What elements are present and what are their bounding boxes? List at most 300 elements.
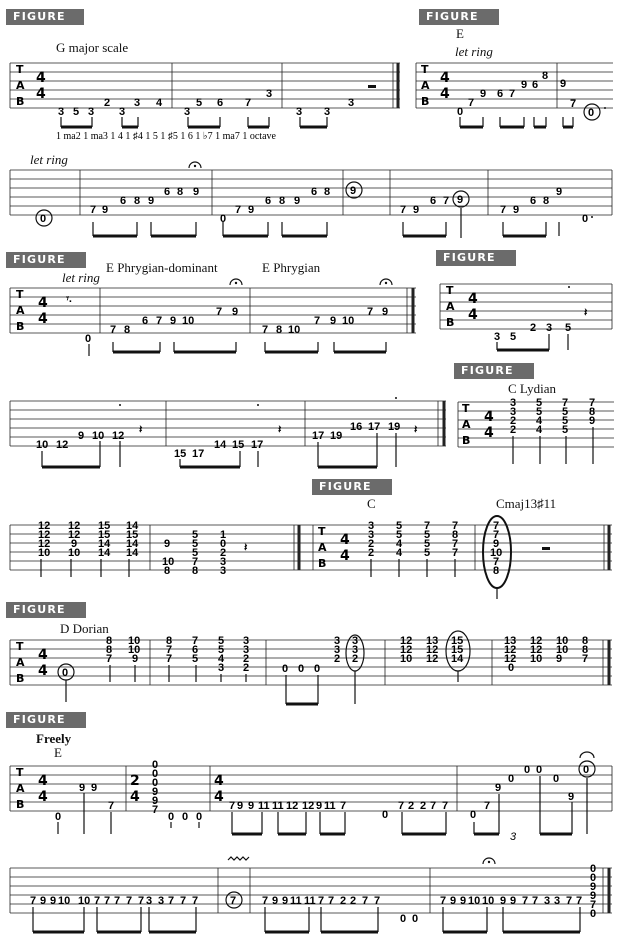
fret-number: 15 xyxy=(126,529,139,541)
figure-30-chord-2: Cmaj13♯11 xyxy=(496,496,557,511)
fret-number: 8 xyxy=(582,635,589,647)
svg-text:B: B xyxy=(16,672,25,685)
svg-text:7: 7 xyxy=(180,895,187,907)
fret-number: 10 xyxy=(556,635,569,647)
fret-number: 3 xyxy=(184,106,191,118)
time-sig-top: 4 xyxy=(38,773,48,789)
svg-text:0: 0 xyxy=(400,913,407,925)
svg-text:9: 9 xyxy=(282,895,289,907)
svg-text:0: 0 xyxy=(508,773,515,785)
fret-number: 8 xyxy=(164,565,171,577)
fret-number: 9 xyxy=(493,538,500,550)
svg-text:3: 3 xyxy=(510,831,517,843)
svg-text:7: 7 xyxy=(340,800,347,812)
fret-number: 0 xyxy=(85,333,92,345)
fret-number: 8 xyxy=(134,195,141,207)
svg-text:T: T xyxy=(462,402,470,415)
fret-number: 7 xyxy=(156,315,163,327)
svg-text:T: T xyxy=(16,766,24,779)
fret-number: 8 xyxy=(177,186,184,198)
fret-number: 7 xyxy=(570,98,577,110)
time-sig-top: 4 xyxy=(440,70,450,86)
svg-text:2: 2 xyxy=(408,800,415,812)
fret-number: 9 xyxy=(232,306,239,318)
fret-number: 2 xyxy=(368,547,375,559)
fret-number: 6 xyxy=(192,644,199,656)
fret-number: 17 xyxy=(368,421,381,433)
fret-number: 5 xyxy=(218,635,225,647)
svg-text:7: 7 xyxy=(30,895,37,907)
fret-number: 5 xyxy=(192,529,199,541)
svg-text:𝄾.: 𝄾. xyxy=(66,293,72,305)
svg-text:B: B xyxy=(16,95,25,108)
svg-text:7: 7 xyxy=(168,895,175,907)
fret-number: 9 xyxy=(556,186,563,198)
fret-number: 9 xyxy=(79,782,86,794)
svg-text:10: 10 xyxy=(78,895,91,907)
fret-number: 5 xyxy=(424,538,431,550)
figure-25-staff xyxy=(0,55,405,145)
svg-text:10: 10 xyxy=(58,895,71,907)
fret-number: 2 xyxy=(352,653,359,665)
fret-number: 14 xyxy=(126,547,139,559)
figure-30-badge: FIGURE 30 xyxy=(312,479,392,495)
fret-number: 12 xyxy=(400,635,413,647)
svg-text:3: 3 xyxy=(544,895,551,907)
fret-number: 0 xyxy=(298,663,305,675)
fret-number: 7 xyxy=(493,529,500,541)
fret-number: 8 xyxy=(276,324,283,336)
svg-text:7: 7 xyxy=(398,800,405,812)
fret-number: 0 xyxy=(168,811,175,823)
fret-number: 9 xyxy=(152,795,159,807)
fret-number: 10 xyxy=(530,653,543,665)
svg-text:B: B xyxy=(462,434,471,447)
svg-text:A: A xyxy=(16,304,25,317)
fret-number: 4 xyxy=(156,97,163,109)
fret-number: 7 xyxy=(452,547,459,559)
fret-number: 7 xyxy=(509,88,516,100)
fret-number: 5 xyxy=(565,322,572,334)
fret-number: 12 xyxy=(530,644,543,656)
fret-number: 9 xyxy=(132,653,139,665)
fret-number: 6 xyxy=(120,195,127,207)
fret-number: 8 xyxy=(192,565,199,577)
svg-text:A: A xyxy=(421,79,430,92)
fret-number: 7 xyxy=(500,204,507,216)
fret-number: 13 xyxy=(504,635,517,647)
svg-text:B: B xyxy=(446,316,455,329)
svg-text:4: 4 xyxy=(38,295,48,311)
fret-number: 10 xyxy=(68,547,81,559)
fret-number: 3 xyxy=(334,635,341,647)
fret-number: 3 xyxy=(220,565,227,577)
fret-number: 7 xyxy=(452,538,459,550)
fret-number: 10 xyxy=(182,315,195,327)
figure-26-staff-2 xyxy=(0,160,620,245)
fret-number: 12 xyxy=(68,520,81,532)
svg-text:9: 9 xyxy=(40,895,47,907)
svg-text:T: T xyxy=(446,284,454,297)
svg-text:7: 7 xyxy=(576,895,583,907)
figure-31-badge: FIGURE 31 xyxy=(6,602,86,618)
fret-number: 7 xyxy=(452,520,459,532)
fret-number: 4 xyxy=(536,424,543,436)
svg-text:9: 9 xyxy=(316,800,323,812)
svg-text:7: 7 xyxy=(440,895,447,907)
fret-number: 8 xyxy=(106,635,113,647)
fret-number: 6 xyxy=(265,195,272,207)
figure-26-let-ring-2: let ring xyxy=(30,152,68,167)
fret-number: 2 xyxy=(243,653,250,665)
fret-number: 2 xyxy=(510,415,517,427)
svg-text:11: 11 xyxy=(324,800,336,812)
fret-number: 6 xyxy=(164,186,171,198)
fret-number: 10 xyxy=(162,556,175,568)
fret-number: 5 xyxy=(536,406,543,418)
svg-text:7: 7 xyxy=(328,895,335,907)
time-sig-bottom: 4 xyxy=(130,789,140,805)
fret-number: 2 xyxy=(243,662,250,674)
svg-text:4: 4 xyxy=(484,425,494,441)
fret-number: 12 xyxy=(426,644,439,656)
svg-text:0: 0 xyxy=(524,764,531,776)
svg-text:9: 9 xyxy=(568,791,575,803)
fret-number: 9 xyxy=(148,195,155,207)
fret-number: 6 xyxy=(217,97,224,109)
svg-text:4: 4 xyxy=(484,409,494,425)
svg-text:𝄽: 𝄽 xyxy=(244,542,248,554)
svg-text:4: 4 xyxy=(38,663,48,679)
fret-number-circled: 9 xyxy=(350,185,357,197)
figure-29-staff xyxy=(454,392,619,467)
fret-number: 3 xyxy=(324,106,331,118)
svg-text:T: T xyxy=(16,640,24,653)
fret-number: 4 xyxy=(396,547,403,559)
fret-number: 8 xyxy=(452,529,459,541)
fret-number: 8 xyxy=(124,324,131,336)
fret-number: 7 xyxy=(235,204,242,216)
fret-number: 0 xyxy=(508,662,515,674)
svg-text:4: 4 xyxy=(468,291,478,307)
svg-text:T: T xyxy=(16,288,24,301)
figure-25-badge: FIGURE 25 xyxy=(6,9,84,25)
fret-number: 15 xyxy=(451,635,464,647)
figure-29-badge: FIGURE 29 xyxy=(454,363,534,379)
svg-text:9: 9 xyxy=(50,895,57,907)
fret-number: 5 xyxy=(562,406,569,418)
fret-number: 12 xyxy=(38,520,51,532)
fret-number: 10 xyxy=(490,547,503,559)
fret-number: 3 xyxy=(218,662,225,674)
svg-text:2: 2 xyxy=(350,895,357,907)
fret-number: 12 xyxy=(112,430,125,442)
fret-number: 12 xyxy=(504,644,517,656)
fret-number: 14 xyxy=(98,547,111,559)
open-note: 0 xyxy=(62,667,69,679)
svg-text:7: 7 xyxy=(532,895,539,907)
svg-text:𝄽: 𝄽 xyxy=(584,307,588,319)
figure-29-scale-label: C Lydian xyxy=(508,381,557,396)
fret-number: 8 xyxy=(582,644,589,656)
svg-text:11: 11 xyxy=(272,800,284,812)
fret-number: 6 xyxy=(532,79,539,91)
svg-text:0: 0 xyxy=(382,809,389,821)
fret-number: 2 xyxy=(368,538,375,550)
fret-number: 7 xyxy=(582,653,589,665)
svg-text:7: 7 xyxy=(114,895,121,907)
fret-number: 4 xyxy=(396,538,403,550)
svg-text:4: 4 xyxy=(340,532,350,548)
svg-text:A: A xyxy=(462,418,471,431)
fret-number: 9 xyxy=(152,786,159,798)
fret-number: 9 xyxy=(480,88,487,100)
fret-number: 0 xyxy=(220,213,227,225)
fret-number: 9 xyxy=(71,538,78,550)
fret-number: 3 xyxy=(334,644,341,656)
time-sig-top: 4 xyxy=(214,773,224,789)
fret-number: 3 xyxy=(220,556,227,568)
fret-number: 3 xyxy=(352,644,359,656)
fret-number: 10 xyxy=(342,315,355,327)
fret-number: 3 xyxy=(243,644,250,656)
fret-number: 7 xyxy=(152,804,159,816)
figure-27-label-2: E Phrygian xyxy=(262,260,321,275)
svg-text:9: 9 xyxy=(495,782,502,794)
figure-32-freely: Freely xyxy=(36,731,72,746)
svg-text:0: 0 xyxy=(470,809,477,821)
fret-number: 0 xyxy=(582,213,589,225)
fret-number: 7 xyxy=(245,97,252,109)
svg-text:12: 12 xyxy=(302,800,315,812)
fret-number: 9 xyxy=(560,78,567,90)
svg-text:B: B xyxy=(421,95,430,108)
svg-text:B: B xyxy=(16,320,25,333)
fret-number: 5 xyxy=(536,397,543,409)
fret-number: 7 xyxy=(468,97,475,109)
fret-number: 14 xyxy=(214,439,227,451)
fret-number: 6 xyxy=(530,195,537,207)
fret-number: 3 xyxy=(546,322,553,334)
fret-number: 3 xyxy=(510,406,517,418)
fret-number: 3 xyxy=(494,331,501,343)
svg-text:12: 12 xyxy=(286,800,299,812)
fret-number: 9 xyxy=(78,430,85,442)
fret-number: 3 xyxy=(134,97,141,109)
fret-number: 2 xyxy=(530,322,537,334)
fret-number: 7 xyxy=(166,644,173,656)
fret-number: 9 xyxy=(102,204,109,216)
figure-27-staff xyxy=(0,280,420,360)
fret-number: 5 xyxy=(562,415,569,427)
fret-number: 9 xyxy=(164,538,171,550)
fret-number: 12 xyxy=(530,635,543,647)
svg-text:4: 4 xyxy=(38,647,48,663)
figure-27-badge: FIGURE 27 xyxy=(6,252,86,268)
fret-number: 9 xyxy=(294,195,301,207)
fret-number: 14 xyxy=(126,520,139,532)
svg-text:T: T xyxy=(421,63,429,76)
fret-number: 14 xyxy=(451,653,464,665)
fret-number: 0 xyxy=(590,863,597,875)
svg-text:0: 0 xyxy=(583,764,590,776)
fret-number: 5 xyxy=(196,97,203,109)
fret-number: 9 xyxy=(521,79,528,91)
fret-number-circled: 9 xyxy=(457,194,464,206)
fret-number: 7 xyxy=(192,556,199,568)
time-sig-top: 4 xyxy=(36,70,46,86)
figure-27-let-ring: let ring xyxy=(62,270,100,285)
fret-number: 3 xyxy=(58,106,65,118)
figure-30-staff xyxy=(0,515,620,605)
fret-number: 17 xyxy=(251,439,264,451)
figure-26-chord: E xyxy=(456,26,464,41)
fret-number: 0 xyxy=(55,811,62,823)
fret-number: 7 xyxy=(106,653,113,665)
fret-number: 0 xyxy=(152,768,159,780)
fret-number: 3 xyxy=(119,106,126,118)
fret-number: 7 xyxy=(108,800,115,812)
fret-number: 3 xyxy=(266,88,273,100)
fret-number: 6 xyxy=(430,195,437,207)
fret-number: 4 xyxy=(218,653,225,665)
fret-number: 7 xyxy=(493,556,500,568)
fret-number: 12 xyxy=(38,529,51,541)
svg-text:B: B xyxy=(318,557,327,570)
svg-text:0: 0 xyxy=(536,764,543,776)
figure-28-staff-1 xyxy=(436,276,616,351)
fret-number: 0 xyxy=(457,106,464,118)
svg-text:7: 7 xyxy=(230,895,237,907)
fret-number: 0 xyxy=(220,538,227,550)
fret-number: 6 xyxy=(497,88,504,100)
fret-number: 3 xyxy=(510,397,517,409)
svg-text:7: 7 xyxy=(374,895,381,907)
fret-number: 7 xyxy=(166,653,173,665)
fret-number: 5 xyxy=(73,106,80,118)
figure-28-staff-2 xyxy=(0,393,450,473)
fret-number: 8 xyxy=(543,195,550,207)
svg-text:T: T xyxy=(16,63,24,76)
fret-number: 15 xyxy=(98,529,111,541)
svg-text:B: B xyxy=(16,798,25,811)
svg-text:7: 7 xyxy=(229,800,236,812)
svg-text:9: 9 xyxy=(450,895,457,907)
svg-text:A: A xyxy=(16,782,25,795)
fret-number: 1 xyxy=(220,529,227,541)
fret-number: 10 xyxy=(128,644,141,656)
fret-number: 12 xyxy=(68,529,81,541)
fret-number: 7 xyxy=(314,315,321,327)
svg-text:11: 11 xyxy=(304,895,316,907)
fret-number: 6 xyxy=(142,315,149,327)
fret-number-circled: 0 xyxy=(588,107,595,119)
fret-number-circled: 0 xyxy=(40,213,47,225)
fret-number: 8 xyxy=(324,186,331,198)
svg-text:2: 2 xyxy=(340,895,347,907)
fret-number: 0 xyxy=(182,811,189,823)
fret-number: 8 xyxy=(279,195,286,207)
fret-number: 0 xyxy=(196,811,203,823)
svg-text:𝄽: 𝄽 xyxy=(139,424,143,436)
fret-number: 9 xyxy=(330,315,337,327)
svg-text:2: 2 xyxy=(420,800,427,812)
fret-number: 0 xyxy=(314,663,321,675)
fret-number: 5 xyxy=(218,644,225,656)
fret-number: 10 xyxy=(36,439,49,451)
svg-text:11: 11 xyxy=(258,800,270,812)
svg-text:7: 7 xyxy=(566,895,573,907)
svg-text:9: 9 xyxy=(248,800,255,812)
fret-number: 0 xyxy=(590,872,597,884)
fret-number: 0 xyxy=(152,759,159,771)
fret-number: 10 xyxy=(400,653,413,665)
time-sig-bottom: 4 xyxy=(38,789,48,805)
figure-30-chord: C xyxy=(367,496,376,511)
figure-26-badge: FIGURE 26 xyxy=(419,9,499,25)
figure-31-staff xyxy=(0,632,620,712)
svg-text:9: 9 xyxy=(237,800,244,812)
fret-number: 8 xyxy=(493,565,500,577)
svg-text:7: 7 xyxy=(362,895,369,907)
figure-32-badge: FIGURE 32 xyxy=(6,712,86,728)
fret-number: 0 xyxy=(590,908,597,920)
fret-number: 7 xyxy=(562,397,569,409)
fret-number: 5 xyxy=(424,547,431,559)
fret-number: 9 xyxy=(193,186,200,198)
fret-number: 7 xyxy=(262,324,269,336)
fret-number: 17 xyxy=(312,430,325,442)
fret-number: 10 xyxy=(128,635,141,647)
svg-text:7: 7 xyxy=(262,895,269,907)
fret-number: 7 xyxy=(216,306,223,318)
fret-number: 8 xyxy=(166,635,173,647)
svg-text:7: 7 xyxy=(94,895,101,907)
fret-number: 15 xyxy=(98,520,111,532)
svg-text:7: 7 xyxy=(138,895,145,907)
svg-text:7: 7 xyxy=(484,800,491,812)
fret-number: 3 xyxy=(348,97,355,109)
fret-number: 14 xyxy=(98,538,111,550)
fret-number: 7 xyxy=(443,195,450,207)
svg-text:9: 9 xyxy=(510,895,517,907)
fret-number: 12 xyxy=(426,653,439,665)
fret-number: 3 xyxy=(243,635,250,647)
fret-number: 10 xyxy=(556,644,569,656)
fret-number: 9 xyxy=(556,653,563,665)
fret-number: 5 xyxy=(192,547,199,559)
svg-text:7: 7 xyxy=(104,895,111,907)
fret-number: 15 xyxy=(451,644,464,656)
fret-number: 2 xyxy=(510,424,517,436)
fret-number: 7 xyxy=(90,204,97,216)
svg-text:9: 9 xyxy=(460,895,467,907)
interval-labels: 1 ma2 1 ma3 1 4 1 ♯4 1 5 1 ♯5 1 6 1 ♭7 1 ma7 1 octave xyxy=(56,131,276,142)
fret-number: 9 xyxy=(589,415,596,427)
fret-number: 3 xyxy=(88,106,95,118)
fret-number: 8 xyxy=(106,644,113,656)
fret-number: 15 xyxy=(232,439,245,451)
svg-text:9: 9 xyxy=(272,895,279,907)
fret-number: 10 xyxy=(92,430,105,442)
svg-text:7: 7 xyxy=(430,800,437,812)
fret-number: 2 xyxy=(220,547,227,559)
fret-number: 4 xyxy=(536,415,543,427)
svg-text:A: A xyxy=(446,300,455,313)
svg-text:7: 7 xyxy=(522,895,529,907)
fret-number: 17 xyxy=(192,448,205,460)
fret-number: 7 xyxy=(400,204,407,216)
